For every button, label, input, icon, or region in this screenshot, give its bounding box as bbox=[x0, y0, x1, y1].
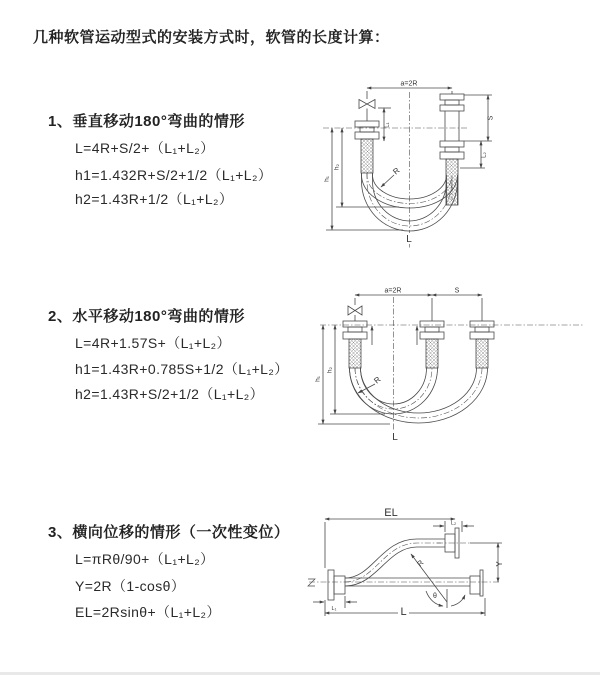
section-2-formula-h1: h1=1.43R+0.785S+1/2（L₁+L₂） bbox=[75, 361, 289, 377]
dim-label-l1: L₁ bbox=[331, 606, 337, 612]
dim-label-s: S bbox=[487, 115, 495, 121]
section-1-heading: 1、垂直移动180°弯曲的情形 bbox=[48, 113, 245, 130]
valve-icon bbox=[348, 306, 362, 315]
diagram1-linework bbox=[323, 88, 492, 248]
left-flange bbox=[328, 570, 345, 600]
dim-label-span: a=2R bbox=[400, 80, 418, 88]
diagram-horizontal-180-bend bbox=[315, 283, 600, 455]
dim-label-length: L bbox=[392, 432, 398, 443]
dim-label-length: L bbox=[406, 234, 412, 245]
left-fitting bbox=[343, 321, 367, 368]
right-flange-original bbox=[470, 570, 483, 596]
dim-label-el: EL bbox=[384, 507, 398, 519]
dim-label-l2: L₂ bbox=[450, 520, 457, 527]
break-mark bbox=[308, 579, 315, 586]
diagram3-linework bbox=[308, 519, 502, 616]
dim-label-s: S bbox=[454, 287, 460, 295]
dim-label-h1: h₁ bbox=[323, 176, 331, 182]
section-3-formula-EL: EL=2Rsinθ+（L₁+L₂） bbox=[75, 604, 221, 620]
diagram-lateral-displacement bbox=[305, 505, 600, 630]
section-2-formula-L: L=4R+1.57S+（L₁+L₂） bbox=[75, 335, 231, 351]
dim-label-h2: h₂ bbox=[326, 366, 334, 374]
dim-label-h2: h₂ bbox=[333, 163, 341, 171]
section-2-heading: 2、水平移动180°弯曲的情形 bbox=[48, 308, 245, 325]
dim-label-y: Y bbox=[495, 561, 504, 567]
dim-label-theta: θ bbox=[433, 593, 437, 600]
section-1-formula-h1: h1=1.432R+S/2+1/2（L₁+L₂） bbox=[75, 167, 273, 183]
dim-label-r: R bbox=[415, 558, 426, 569]
dim-label-l2: L₂ bbox=[481, 152, 488, 158]
valve-icon bbox=[359, 100, 375, 109]
diagram2-linework bbox=[318, 295, 583, 442]
dim-label-l1: L₁ bbox=[384, 122, 391, 128]
page-title: 几种软管运动型式的安装方式时，软管的长度计算： bbox=[33, 29, 390, 46]
dim-label-r: R bbox=[391, 165, 402, 177]
middle-fitting bbox=[420, 321, 444, 368]
section-1-formula-h2: h2=1.43R+1/2（L₁+L₂） bbox=[75, 191, 234, 207]
section-3-heading: 3、横向位移的情形（一次性变位） bbox=[48, 524, 290, 541]
section-3-formula-Y: Y=2R（1-cosθ） bbox=[75, 578, 186, 594]
section-2-formula-h2: h2=1.43R+S/2+1/2（L₁+L₂） bbox=[75, 386, 265, 402]
diagram-vertical-180-bend bbox=[315, 78, 593, 258]
section-1-formula-L: L=4R+S/2+（L₁+L₂） bbox=[75, 140, 215, 156]
left-fitting bbox=[355, 121, 379, 173]
dim-label-span: a=2R bbox=[384, 287, 402, 295]
section-3-formula-L: L=πRθ/90+（L₁+L₂） bbox=[75, 551, 215, 567]
dim-label-r: R bbox=[372, 374, 383, 386]
hose-loop bbox=[350, 368, 488, 423]
right-fitting bbox=[470, 321, 494, 368]
dim-label-length: L bbox=[400, 606, 407, 618]
dim-label-h1: h₁ bbox=[315, 376, 322, 382]
